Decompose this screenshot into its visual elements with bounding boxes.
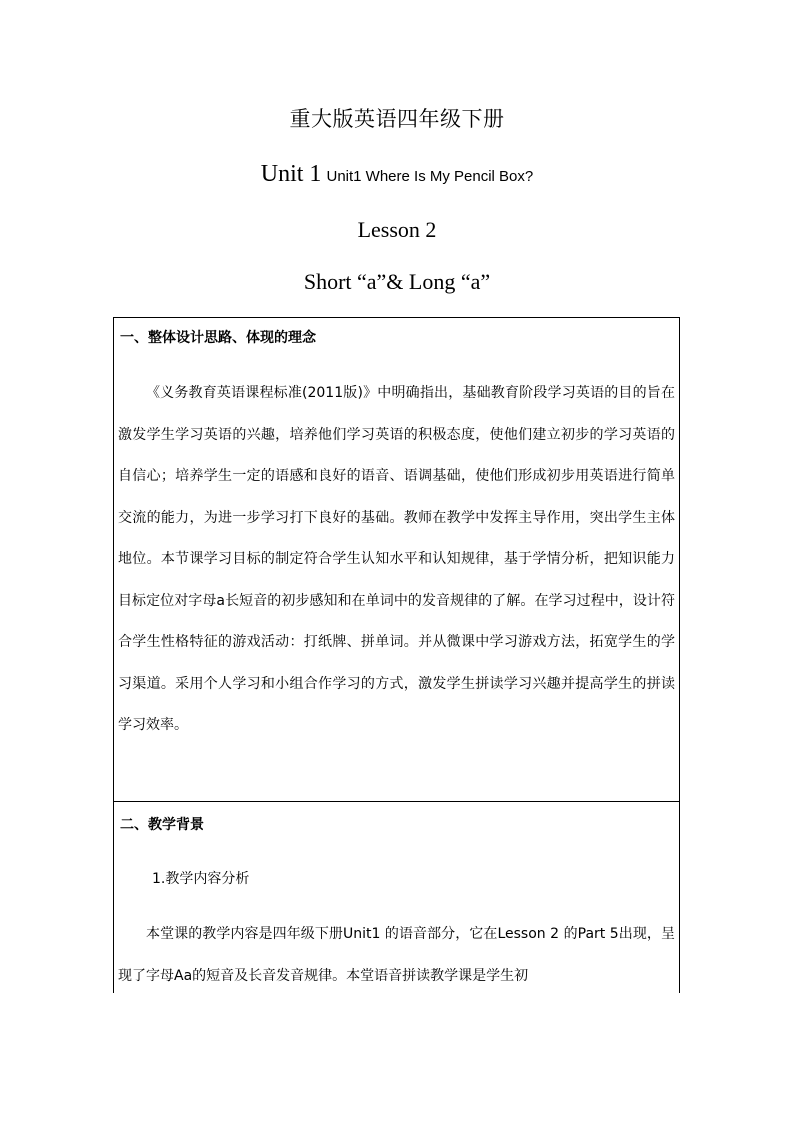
section-paragraph-teaching-background: 本堂课的教学内容是四年级下册Unit1 的语音部分，它在Lesson 2 的Part 5出现，呈现了字母Aa的短音及长音发音规律。本堂语音拼读教学课是学生初 xyxy=(118,926,675,984)
section-heading-design-concept: 一、整体设计思路、体现的理念 xyxy=(120,330,316,346)
section-heading-teaching-background: 二、教学背景 xyxy=(120,817,204,833)
lesson-title: Lesson 2 xyxy=(357,217,437,242)
unit-number: Unit 1 xyxy=(260,161,322,187)
unit-name: Unit1 Where Is My Pencil Box? xyxy=(326,168,534,185)
unit-title xyxy=(0,157,794,194)
subheading-content-analysis: 1.教学内容分析 xyxy=(152,871,250,887)
document-title: 重大版英语四年级下册 xyxy=(289,107,505,131)
lesson-topic: Short “a”& Long “a” xyxy=(303,269,491,294)
content-table xyxy=(113,317,680,993)
section-paragraph-design-concept: 《义务教育英语课程标准(2011版)》中明确指出，基础教育阶段学习英语的目的旨在激发学生学习英语的兴趣，培养他们学习英语的积极态度，使他们建立初步的学习英语的自信心；培养学生一定的语感和良好的语音、语调基础，使他们形成初步用英语进行简单交流的能力，为进一步学习打下良好的基础。教师在教学中发挥主导作用，突出学生主体地位。本节课学习目标的制定符合学生认知水平和认知规律，基于学情分析，把知识能力目标定位对字母a长短音的初步感知和在单词中的发音规律的了解。在学习过程中，设计符合学生性格特征的游戏活动：打纸牌、拼单词。并从微课中学习游戏方法，拓宽学生的学习渠道。采用个人学习和小组合作学习的方式，激发学生拼读学习兴趣并提高学生的拼读学习效率。 xyxy=(118,385,675,733)
table-row-divider xyxy=(114,801,679,802)
